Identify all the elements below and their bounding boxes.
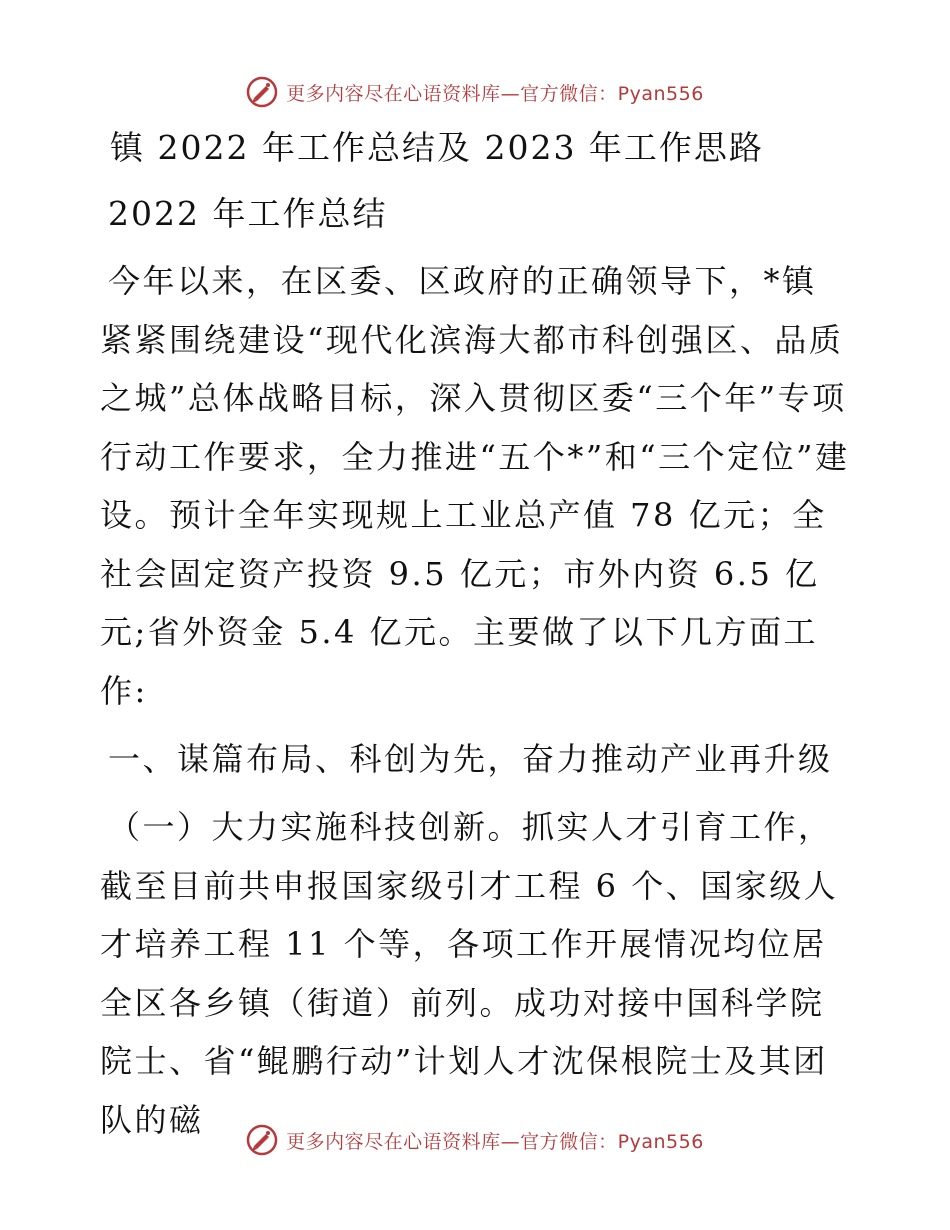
pen-logo-icon: [246, 76, 278, 108]
document-body: [100, 120, 860, 1149]
section-title: 2022 年工作总结: [108, 194, 388, 233]
intro-paragraph: 今年以来，在区委、区政府的正确领导下，*镇紧紧围绕建设“现代化滨海大都市科创强区、品质之城”总体战略目标，深入贯彻区委“三个年”专项行动工作要求，全力推进“五个*”和“三个定位”建设。预计全年实现规上工业总产值 78 亿元；全社会固定资产投资 9.5 亿元；市外内资 6.5 亿元;省外资金 5.4 亿元。主要做了以下几方面工作:: [100, 262, 850, 710]
paragraph-1: （一）大力实施科技创新。抓实人才引育工作，截至目前共申报国家级引才工程 6 个、国家级人才培养工程 11 个等，各项工作开展情况均位居全区各乡镇（街道）前列。成功对接中国科学院院士、省“鲲鹏行动”计划人才沈保根院士及其团队的磁: [100, 808, 839, 1139]
footer-watermark: [0, 1118, 950, 1162]
header-watermark: [0, 70, 950, 114]
watermark-text: 更多内容尽在心语资料库—官方微信：Pyan556: [286, 1130, 704, 1153]
pen-logo-icon: [246, 1124, 278, 1156]
heading-1: 一、谋篇布局、科创为先，奋力推动产业再升级: [108, 740, 833, 778]
document-title: 镇 2022 年工作总结及 2023 年工作思路: [110, 128, 764, 167]
watermark-text: 更多内容尽在心语资料库—官方微信：Pyan556: [286, 82, 704, 105]
